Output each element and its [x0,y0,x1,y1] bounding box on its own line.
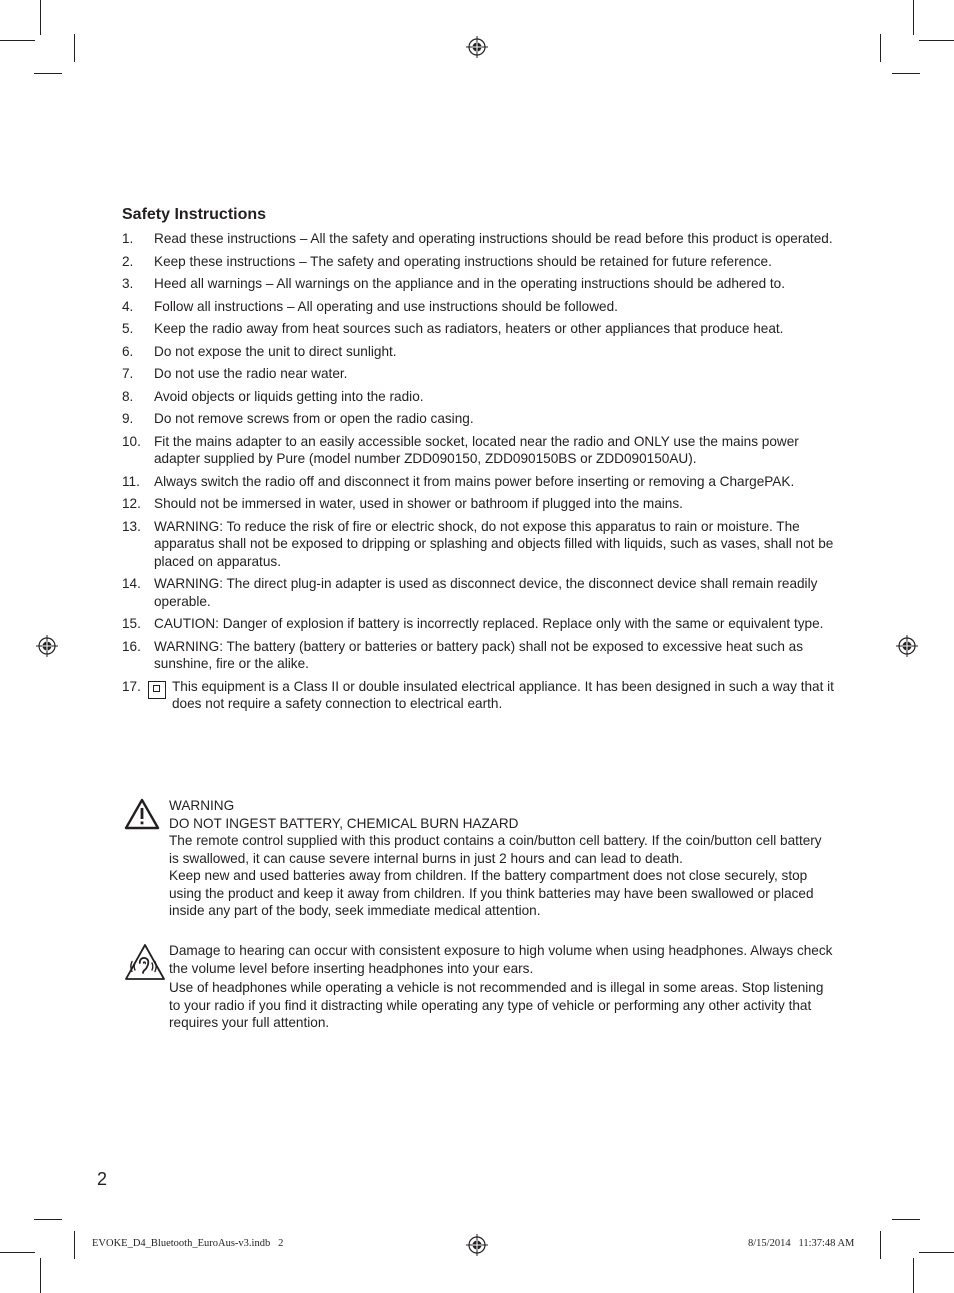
slug-datetime: 8/15/2014 11:37:48 AM [748,1238,855,1249]
item-number: 15. [122,616,141,631]
item-text: Fit the mains adapter to an easily accessible socket, located near the radio and ONLY use the mains power adapter supplied by Pure (model number ZDD090150, ZDD090150BS or ZDD090150AU). [154,433,799,466]
registration-mark-icon [466,1234,488,1256]
list-item [122,678,834,713]
item-number: 16. [122,638,141,654]
crop-mark [0,1252,35,1253]
crop-mark [74,1231,75,1259]
battery-warning [169,797,834,920]
item-text: WARNING: To reduce the risk of fire or electric shock, do not expose this apparatus to rain or moisture. The apparatus shall not be exposed to dripping or splashing and objects filled with liquids, such as vases, shall not be placed on apparatus. [154,518,834,569]
slug-filename: EVOKE_D4_Bluetooth_EuroAus-v3.indb 2 [92,1238,284,1249]
list-item [122,615,834,633]
item-text: Do not remove screws from or open the radio casing. [154,411,474,426]
item-text: This equipment is a Class II or double insulated electrical appliance. It has been designed in such a way that it does not require a safety connection to electrical earth. [172,678,834,711]
crop-mark [919,40,954,41]
registration-mark-icon [466,36,488,58]
list-item [122,343,834,361]
warning-headline: DO NOT INGEST BATTERY, CHEMICAL BURN HAZARD [169,815,519,831]
list-item [122,298,834,316]
registration-mark-icon [36,635,58,657]
safety-instructions-list [122,230,834,718]
list-item [122,365,834,383]
warning-paragraph: Damage to hearing can occur with consistent exposure to high volume when using headphones. Always check the volume level before inserting headphones into your ears. [169,943,833,976]
list-item [122,433,834,468]
item-text: Do not use the radio near water. [154,366,348,381]
warning-triangle-icon [124,798,160,830]
list-item [122,230,834,248]
crop-mark [919,1252,954,1253]
crop-mark [34,73,62,74]
warning-paragraph: Use of headphones while operating a vehicle is not recommended and is illegal in some areas. Stop listening to your radio if you find it distracting while operating any type of vehicle or performing any other activity that requires your full attention. [169,980,824,1030]
item-text: Keep these instructions – The safety and operating instructions should be retained for future reference. [154,253,772,269]
crop-mark [892,73,920,74]
crop-mark [913,0,914,35]
crop-mark [40,0,41,35]
item-text: Avoid objects or liquids getting into the radio. [154,388,424,404]
registration-mark-icon [896,635,918,657]
warning-label: WARNING [169,798,235,813]
item-number: 13. [122,518,141,534]
crop-mark [880,34,881,62]
list-item [122,410,834,428]
item-number: 3. [122,276,134,291]
item-number: 4. [122,298,134,314]
list-item [122,575,834,610]
item-text: WARNING: The direct plug-in adapter is used as disconnect device, the disconnect device shall remain readily operable. [154,576,818,609]
list-item [122,275,834,293]
item-text: Follow all instructions – All operating and use instructions should be followed. [154,298,618,314]
item-text: Heed all warnings – All warnings on the appliance and in the operating instructions should be adhered to. [154,276,786,291]
list-item [122,320,834,338]
crop-mark [0,40,35,41]
item-number: 6. [122,343,134,359]
crop-mark [913,1258,914,1293]
item-number: 1. [122,231,134,246]
list-item [122,518,834,571]
item-text: Should not be immersed in water, used in shower or bathroom if plugged into the mains. [154,496,683,511]
hearing-warning [169,942,834,1032]
warning-paragraph: Keep new and used batteries away from children. If the battery compartment does not close securely, stop using the product and keep it away from children. If you think batteries may have been swallowed or placed inside any part of the body, seek immediate medical attention. [169,868,814,918]
item-number: 2. [122,253,134,269]
item-number: 17. [122,678,141,694]
item-text: Do not expose the unit to direct sunlight. [154,343,397,359]
list-item [122,495,834,513]
item-number: 11. [122,473,140,489]
item-number: 5. [122,321,134,336]
item-number: 8. [122,388,134,404]
item-number: 10. [122,433,141,449]
list-item [122,253,834,271]
item-number: 7. [122,366,134,381]
item-text: Read these instructions – All the safety and operating instructions should be read before this product is operated. [154,231,833,246]
crop-mark [892,1219,920,1220]
item-number: 9. [122,411,134,426]
class-ii-double-insulation-icon [148,681,166,699]
item-text: CAUTION: Danger of explosion if battery is incorrectly replaced. Replace only with the same or equivalent type. [154,616,824,631]
list-item [122,388,834,406]
item-text: Keep the radio away from heat sources such as radiators, heaters or other appliances that produce heat. [154,321,784,336]
page-number: 2 [97,1169,108,1189]
crop-mark [74,34,75,62]
crop-mark [40,1258,41,1293]
crop-mark [34,1219,62,1220]
item-number: 14. [122,576,141,591]
item-text: WARNING: The battery (battery or batteries or battery pack) shall not be exposed to excessive heat such as sunshine, fire or the alike. [154,638,804,671]
item-number: 12. [122,496,141,511]
warning-paragraph: The remote control supplied with this product contains a coin/button cell battery. If the coin/button cell battery is swallowed, it can cause severe internal burns in just 2 hours and can lead to death. [169,833,822,866]
list-item [122,473,834,491]
hearing-warning-icon [124,943,166,981]
crop-mark [880,1231,881,1259]
item-text: Always switch the radio off and disconnect it from mains power before inserting or removing a ChargePAK. [154,473,795,489]
page-title: Safety Instructions [122,206,267,223]
list-item [122,638,834,673]
